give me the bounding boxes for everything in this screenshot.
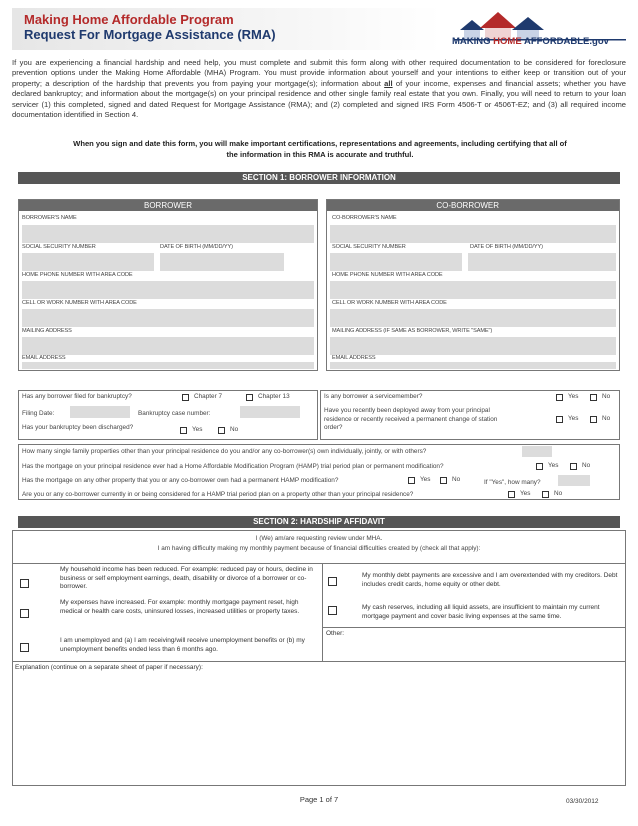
- coborrower-email-label: EMAIL ADDRESS: [332, 355, 376, 361]
- hamp-trial-no-checkbox[interactable]: [542, 491, 549, 498]
- coborrower-home-phone-field[interactable]: [330, 281, 616, 299]
- income-reduced-text: My household income has been reduced. For example: reduced pay or hours, decline in business or self employment earnings, death, disability or divorce of a borrower or co-borrower.: [60, 566, 313, 590]
- debt-excessive-text: My monthly debt payments are excessive and I am overextended with my creditors. Debt includes credit cards, home equity or other debt.: [362, 572, 618, 588]
- borrower-home-phone-field[interactable]: [22, 281, 314, 299]
- explanation-field[interactable]: [15, 676, 621, 782]
- expenses-increased-text: My expenses have increased. For example: monthly mortgage payment reset, high medical or health care costs, uninsured losses, increased utilities or property taxes.: [60, 599, 300, 615]
- logo-text: MAKING HOME AFFORDABLE.gov: [452, 36, 609, 47]
- coborrower-cell-label: CELL OR WORK NUMBER WITH AREA CODE: [332, 300, 447, 306]
- borrower-cell-field[interactable]: [22, 309, 314, 327]
- borrower-ssn-label: SOCIAL SECURITY NUMBER: [22, 244, 96, 250]
- hamp-other-yes-label: Yes: [420, 476, 431, 483]
- hardship-column-divider: [322, 563, 323, 661]
- hamp-principal-yes-label: Yes: [548, 462, 559, 469]
- page-number: Page 1 of 7: [299, 795, 339, 804]
- hamp-principal-question: Has the mortgage on your principal residence ever had a Home Affordable Modification Program (HAMP) trial period plan or permanent modification?: [22, 463, 444, 470]
- hamp-other-question: Has the mortgage on any other property that you or any co-borrower own had a permanent HAMP modification?: [22, 477, 339, 484]
- hardship-intro-line2: I am having difficulty making my monthly payment because of financial difficulties created by (check all that apply):: [157, 545, 481, 552]
- deployed-no-checkbox[interactable]: [590, 416, 597, 423]
- bankruptcy-question: Has any borrower filed for bankruptcy?: [22, 393, 132, 400]
- coborrower-mailing-label: MAILING ADDRESS (IF SAME AS BORROWER, WRITE "SAME"): [332, 328, 493, 334]
- coborrower-cell-field[interactable]: [330, 309, 616, 327]
- discharged-yes-checkbox[interactable]: [180, 427, 187, 434]
- coborrower-dob-label: DATE OF BIRTH (MM/DD/YY): [470, 244, 543, 250]
- deployed-no-label: No: [602, 415, 611, 422]
- deployed-yes-checkbox[interactable]: [556, 416, 563, 423]
- form-date: 03/30/2012: [566, 798, 599, 805]
- hamp-trial-yes-label: Yes: [520, 490, 531, 497]
- unemployed-text: I am unemployed and (a) I am receiving/will receive unemployment benefits or (b) my unemployment benefits ended less than 6 months ago.: [60, 637, 305, 653]
- hamp-trial-question: Are you or any co-borrower currently in or being considered for a HAMP trial period plan on a property other than your principal residence?: [22, 491, 414, 498]
- borrower-home-phone-label: HOME PHONE NUMBER WITH AREA CODE: [22, 272, 133, 278]
- program-title: Making Home Affordable Program: [24, 12, 234, 27]
- chapter13-checkbox[interactable]: [246, 394, 253, 401]
- other-divider: [322, 627, 626, 628]
- hardship-intro-line1: I (We) am/are requesting review under MHA.: [255, 535, 383, 542]
- chapter7-label: Chapter 7: [194, 393, 223, 400]
- borrower-mailing-field[interactable]: [22, 337, 314, 355]
- coborrower-email-field[interactable]: [330, 362, 616, 369]
- expenses-increased-checkbox[interactable]: [20, 609, 29, 618]
- servicemember-question: Is any borrower a servicemember?: [324, 393, 423, 400]
- chapter13-label: Chapter 13: [258, 393, 290, 400]
- servicemember-no-checkbox[interactable]: [590, 394, 597, 401]
- coborrower-mailing-field[interactable]: [330, 337, 616, 355]
- discharged-no-label: No: [230, 426, 239, 433]
- coborrower-heading: CO-BORROWER: [327, 200, 619, 211]
- other-properties-count-field[interactable]: [522, 446, 552, 457]
- certification-note: When you sign and date this form, you will make important certifications, representations and agreements, including certifying that all of the information in this RMA is accurate and truthful.: [73, 139, 567, 159]
- hamp-principal-no-label: No: [582, 462, 591, 469]
- hamp-trial-no-label: No: [554, 490, 563, 497]
- discharged-no-checkbox[interactable]: [218, 427, 225, 434]
- other-properties-question: How many single family properties other than your principal residence do you and/or any co-borrower(s) own individually, jointly, or with others?: [22, 448, 427, 455]
- borrower-ssn-field[interactable]: [22, 253, 154, 271]
- income-reduced-checkbox[interactable]: [20, 579, 29, 588]
- servicemember-yes-checkbox[interactable]: [556, 394, 563, 401]
- borrower-email-label: EMAIL ADDRESS: [22, 355, 66, 361]
- debt-excessive-checkbox[interactable]: [328, 577, 337, 586]
- how-many-field[interactable]: [558, 475, 590, 486]
- servicemember-no-label: No: [602, 393, 611, 400]
- coborrower-ssn-label: SOCIAL SECURITY NUMBER: [332, 244, 406, 250]
- how-many-label: If "Yes", how many?: [484, 479, 541, 486]
- hamp-trial-yes-checkbox[interactable]: [508, 491, 515, 498]
- hamp-principal-no-checkbox[interactable]: [570, 463, 577, 470]
- borrower-cell-label: CELL OR WORK NUMBER WITH AREA CODE: [22, 300, 137, 306]
- borrower-heading: BORROWER: [19, 200, 317, 211]
- hamp-other-no-checkbox[interactable]: [440, 477, 447, 484]
- unemployed-checkbox[interactable]: [20, 643, 29, 652]
- borrower-email-field[interactable]: [22, 362, 314, 369]
- case-number-label: Bankruptcy case number:: [138, 410, 211, 417]
- borrower-name-label: BORROWER'S NAME: [22, 215, 77, 221]
- hamp-other-no-label: No: [452, 476, 461, 483]
- other-label: Other:: [326, 630, 345, 637]
- discharged-question: Has your bankruptcy been discharged?: [22, 424, 134, 431]
- coborrower-home-phone-label: HOME PHONE NUMBER WITH AREA CODE: [332, 272, 443, 278]
- filing-date-field[interactable]: [70, 406, 130, 418]
- explanation-divider: [12, 661, 626, 662]
- borrower-name-field[interactable]: [22, 225, 314, 243]
- coborrower-dob-field[interactable]: [468, 253, 616, 271]
- hamp-principal-yes-checkbox[interactable]: [536, 463, 543, 470]
- coborrower-name-label: CO-BORROWER'S NAME: [332, 215, 397, 221]
- cash-reserves-checkbox[interactable]: [328, 606, 337, 615]
- borrower-dob-field[interactable]: [160, 253, 284, 271]
- case-number-field[interactable]: [240, 406, 300, 418]
- deployed-question: Have you recently been deployed away from your principal residence or recently received a permanent change of station order?: [324, 407, 498, 432]
- filing-date-label: Filing Date:: [22, 410, 55, 417]
- section2-header: SECTION 2: HARDSHIP AFFIDAVIT: [18, 516, 620, 528]
- section1-header: SECTION 1: BORROWER INFORMATION: [18, 172, 620, 184]
- borrower-dob-label: DATE OF BIRTH (MM/DD/YY): [160, 244, 233, 250]
- form-title: Request For Mortgage Assistance (RMA): [24, 27, 276, 42]
- coborrower-ssn-field[interactable]: [330, 253, 462, 271]
- coborrower-name-field[interactable]: [330, 225, 616, 243]
- discharged-yes-label: Yes: [192, 426, 203, 433]
- hamp-other-yes-checkbox[interactable]: [408, 477, 415, 484]
- chapter7-checkbox[interactable]: [182, 394, 189, 401]
- hardship-divider: [12, 563, 626, 564]
- servicemember-yes-label: Yes: [568, 393, 579, 400]
- cash-reserves-text: My cash reserves, including all liquid assets, are insufficient to maintain my current mortgage payment and cover basic living expenses at the same time.: [362, 604, 600, 620]
- deployed-yes-label: Yes: [568, 415, 579, 422]
- borrower-mailing-label: MAILING ADDRESS: [22, 328, 72, 334]
- intro-paragraph: If you are experiencing a financial hardship and need help, you must complete and submit this form along with other required documentation to be considered for foreclosure prevention options under the Making Home Affordable (MHA) Program. You must provide information about yourself and your intentions to either keep or transition out of your property; a description of the hardship that prevents you from paying your mortgage(s); information about all of your income, expenses and financial assets; whether you have declared bankruptcy; and information about the mortgage(s) on your principal residence and other single family real estate that you own. Finally, you will need to return to your loan servicer (1) this completed, signed and dated Request for Mortgage Assistance (RMA); and (2) completed and signed IRS Form 4506-T or 4506T-EZ; and (3) all required income documentation identified in Section 4.: [12, 58, 626, 120]
- explanation-label: Explanation (continue on a separate sheet of paper if necessary):: [15, 664, 203, 671]
